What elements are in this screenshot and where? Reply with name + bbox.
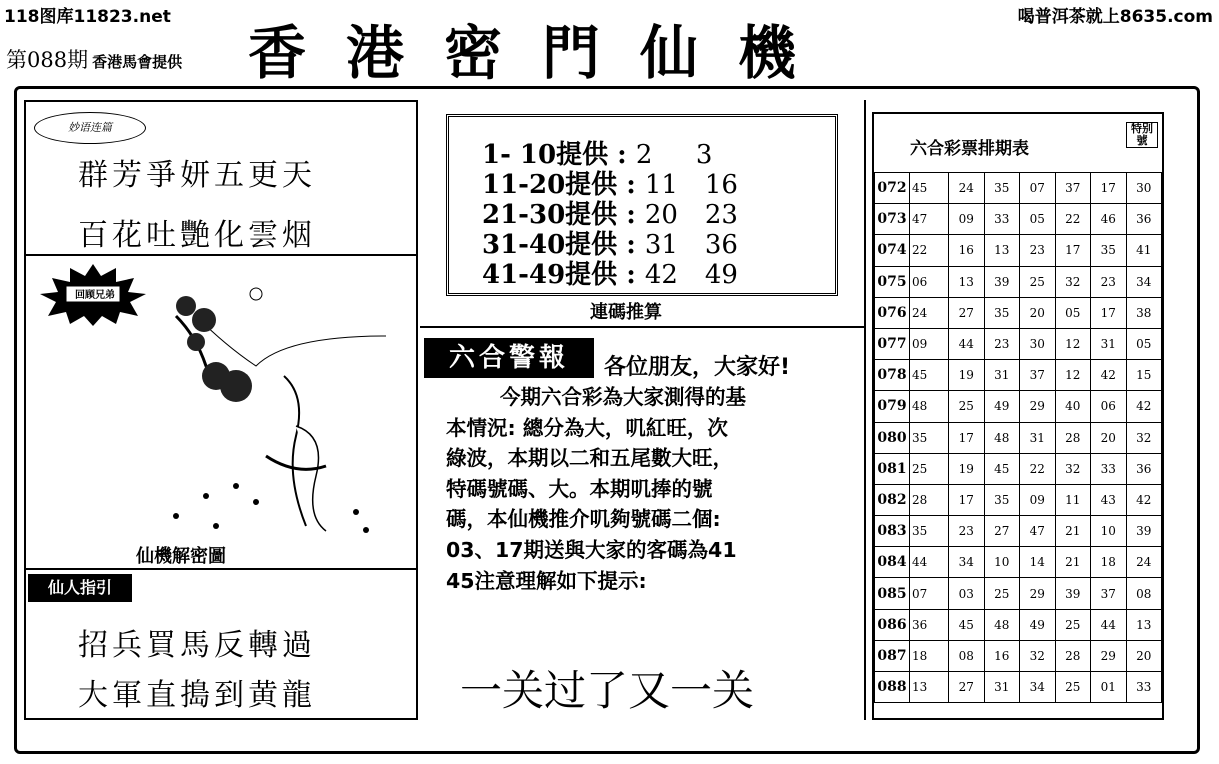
- schedule-number: 25: [1055, 672, 1091, 703]
- schedule-number: 13: [984, 235, 1020, 266]
- schedule-number: 27: [949, 297, 985, 328]
- schedule-number: 14: [1020, 547, 1056, 578]
- schedule-number: 16: [984, 640, 1020, 671]
- guide-line-2: 大軍直搗到黄龍: [78, 678, 316, 713]
- lianma-row: 31-40提供 : 31 36: [482, 230, 738, 260]
- schedule-number: 36: [1126, 453, 1162, 484]
- alert-badge: 六合警報: [424, 338, 594, 378]
- schedule-number: 44: [949, 328, 985, 359]
- schedule-number: 31: [984, 360, 1020, 391]
- schedule-number: 29: [1091, 640, 1127, 671]
- schedule-row: [875, 578, 1162, 609]
- schedule-number: 48: [910, 391, 949, 422]
- schedule-number: 35: [984, 484, 1020, 515]
- poem-line-1: 群芳爭妍五更天: [78, 158, 316, 193]
- schedule-number: 35: [984, 297, 1020, 328]
- schedule-number: 05: [1020, 204, 1056, 235]
- schedule-row: [875, 266, 1162, 297]
- lianma-panel: [430, 100, 866, 326]
- schedule-number: 23: [1020, 235, 1056, 266]
- schedule-number: 48: [984, 422, 1020, 453]
- schedule-row: [875, 204, 1162, 235]
- schedule-number: 29: [1020, 578, 1056, 609]
- schedule-table: [874, 172, 1162, 703]
- schedule-number: 07: [910, 578, 949, 609]
- schedule-number: 06: [910, 266, 949, 297]
- schedule-number: 34: [1126, 266, 1162, 297]
- schedule-number: 41: [1126, 235, 1162, 266]
- schedule-number: 17: [1055, 235, 1091, 266]
- guide-line-1: 招兵買馬反轉過: [78, 628, 316, 663]
- schedule-number: 40: [1055, 391, 1091, 422]
- lianma-caption: 連碼推算: [590, 302, 662, 323]
- schedule-number: 35: [1091, 235, 1127, 266]
- schedule-number: 13: [949, 266, 985, 297]
- schedule-number: 09: [910, 328, 949, 359]
- schedule-number: 23: [984, 328, 1020, 359]
- schedule-number: 17: [1091, 297, 1127, 328]
- schedule-number: 18: [1091, 547, 1127, 578]
- schedule-number: 13: [910, 672, 949, 703]
- schedule-number: 12: [1055, 360, 1091, 391]
- schedule-number: 09: [1020, 484, 1056, 515]
- lianma-row: 11-20提供 : 11 16: [482, 170, 738, 200]
- schedule-number: 20: [1126, 640, 1162, 671]
- alert-greeting: 各位朋友，大家好!: [604, 355, 791, 380]
- schedule-number: 23: [1091, 266, 1127, 297]
- schedule-number: 31: [1091, 328, 1127, 359]
- schedule-number: 12: [1055, 328, 1091, 359]
- schedule-row: [875, 640, 1162, 671]
- poem-panel-top: [24, 100, 418, 256]
- schedule-number: 45: [910, 173, 949, 204]
- schedule-issue: 083: [875, 516, 910, 547]
- schedule-number: 33: [1091, 453, 1127, 484]
- schedule-row: [875, 173, 1162, 204]
- schedule-number: 33: [984, 204, 1020, 235]
- schedule-number: 13: [1126, 609, 1162, 640]
- schedule-number: 37: [1091, 578, 1127, 609]
- schedule-number: 05: [1055, 297, 1091, 328]
- alert-hint: 一关过了又一关: [460, 666, 755, 715]
- schedule-number: 42: [1126, 391, 1162, 422]
- schedule-number: 37: [1055, 173, 1091, 204]
- schedule-number: 27: [984, 516, 1020, 547]
- schedule-panel: [872, 112, 1164, 720]
- image-caption: 仙機解密圖: [136, 546, 226, 567]
- schedule-number: 49: [1020, 609, 1056, 640]
- schedule-number: 46: [1091, 204, 1127, 235]
- schedule-number: 22: [910, 235, 949, 266]
- alert-line: 本情況: 總分為大，叽紅旺，次: [446, 415, 728, 440]
- schedule-number: 39: [1055, 578, 1091, 609]
- schedule-number: 19: [949, 453, 985, 484]
- schedule-number: 34: [1020, 672, 1056, 703]
- issue-number: 第088期 香港馬會提供: [6, 48, 183, 72]
- schedule-issue: 086: [875, 609, 910, 640]
- schedule-row: [875, 328, 1162, 359]
- schedule-row: [875, 422, 1162, 453]
- schedule-number: 08: [949, 640, 985, 671]
- lianma-list: [482, 134, 765, 290]
- alert-body: [446, 382, 856, 596]
- schedule-number: 32: [1126, 422, 1162, 453]
- schedule-number: 07: [1020, 173, 1056, 204]
- schedule-number: 42: [1126, 484, 1162, 515]
- schedule-number: 39: [984, 266, 1020, 297]
- schedule-issue: 076: [875, 297, 910, 328]
- schedule-number: 22: [1055, 204, 1091, 235]
- schedule-issue: 077: [875, 328, 910, 359]
- alert-line: 碼，本仙機推介叽夠號碼二個:: [446, 507, 721, 532]
- schedule-number: 45: [984, 453, 1020, 484]
- alert-line: 綠波，本期以二和五尾數大旺，: [446, 446, 733, 471]
- schedule-number: 32: [1020, 640, 1056, 671]
- oval-label: 妙语连篇: [34, 112, 146, 144]
- schedule-row: [875, 484, 1162, 515]
- schedule-number: 15: [1126, 360, 1162, 391]
- schedule-number: 33: [1126, 672, 1162, 703]
- schedule-issue: 084: [875, 547, 910, 578]
- poem-line-2: 百花吐艷化雲烟: [78, 218, 316, 253]
- schedule-number: 24: [910, 297, 949, 328]
- schedule-number: 39: [1126, 516, 1162, 547]
- site-left-watermark: 118图库11823.net: [4, 7, 171, 27]
- alert-line: 特碼號碼、大。本期叽捧的號: [446, 476, 713, 501]
- lianma-row: 41-49提供 : 42 49: [482, 260, 738, 290]
- schedule-row: [875, 297, 1162, 328]
- schedule-number: 36: [1126, 204, 1162, 235]
- schedule-number: 35: [910, 422, 949, 453]
- schedule-number: 10: [1091, 516, 1127, 547]
- schedule-number: 27: [949, 672, 985, 703]
- schedule-row: [875, 391, 1162, 422]
- schedule-issue: 082: [875, 484, 910, 515]
- schedule-number: 20: [1020, 297, 1056, 328]
- alert-line: 今期六合彩為大家測得的基: [500, 385, 746, 409]
- schedule-number: 25: [910, 453, 949, 484]
- schedule-number: 10: [984, 547, 1020, 578]
- schedule-number: 18: [910, 640, 949, 671]
- illustration-icon: [156, 276, 396, 546]
- schedule-number: 42: [1091, 360, 1127, 391]
- page-title: 香港密門仙機: [248, 19, 837, 87]
- schedule-number: 31: [1020, 422, 1056, 453]
- alert-panel: [420, 326, 864, 724]
- schedule-number: 37: [1020, 360, 1056, 391]
- schedule-number: 45: [949, 609, 985, 640]
- schedule-number: 21: [1055, 516, 1091, 547]
- schedule-number: 30: [1020, 328, 1056, 359]
- schedule-number: 47: [1020, 516, 1056, 547]
- guide-badge: 仙人指引: [28, 574, 132, 602]
- schedule-title: 六合彩票排期表: [910, 139, 1029, 159]
- schedule-number: 17: [1091, 173, 1127, 204]
- schedule-issue: 073: [875, 204, 910, 235]
- schedule-number: 16: [949, 235, 985, 266]
- schedule-issue: 088: [875, 672, 910, 703]
- schedule-number: 25: [949, 391, 985, 422]
- schedule-row: [875, 235, 1162, 266]
- schedule-number: 17: [949, 422, 985, 453]
- schedule-number: 47: [910, 204, 949, 235]
- image-panel: [24, 254, 418, 570]
- schedule-issue: 080: [875, 422, 910, 453]
- schedule-number: 24: [1126, 547, 1162, 578]
- schedule-number: 43: [1091, 484, 1127, 515]
- schedule-issue: 079: [875, 391, 910, 422]
- schedule-number: 28: [1055, 640, 1091, 671]
- schedule-issue: 078: [875, 360, 910, 391]
- lianma-row: 21-30提供 : 20 23: [482, 200, 738, 230]
- schedule-number: 30: [1126, 173, 1162, 204]
- schedule-number: 01: [1091, 672, 1127, 703]
- star-label: 回顾兄弟: [75, 290, 115, 301]
- lianma-row: 1- 10提供 : 2 3: [482, 140, 713, 170]
- schedule-issue: 075: [875, 266, 910, 297]
- schedule-number: 32: [1055, 453, 1091, 484]
- schedule-corner: 特别號: [1126, 122, 1158, 148]
- alert-line: 03、17期送與大家的客碼為41: [446, 537, 737, 562]
- schedule-number: 38: [1126, 297, 1162, 328]
- schedule-number: 03: [949, 578, 985, 609]
- schedule-number: 17: [949, 484, 985, 515]
- schedule-number: 45: [910, 360, 949, 391]
- schedule-issue: 085: [875, 578, 910, 609]
- schedule-row: [875, 609, 1162, 640]
- schedule-number: 48: [984, 609, 1020, 640]
- schedule-number: 35: [910, 516, 949, 547]
- poem-panel-bottom: [24, 568, 418, 720]
- schedule-number: 23: [949, 516, 985, 547]
- schedule-number: 24: [949, 173, 985, 204]
- schedule-number: 06: [1091, 391, 1127, 422]
- schedule-number: 11: [1055, 484, 1091, 515]
- schedule-number: 34: [949, 547, 985, 578]
- schedule-number: 44: [910, 547, 949, 578]
- schedule-number: 29: [1020, 391, 1056, 422]
- schedule-issue: 081: [875, 453, 910, 484]
- schedule-number: 21: [1055, 547, 1091, 578]
- schedule-number: 28: [910, 484, 949, 515]
- schedule-row: [875, 360, 1162, 391]
- schedule-number: 49: [984, 391, 1020, 422]
- schedule-number: 09: [949, 204, 985, 235]
- schedule-number: 08: [1126, 578, 1162, 609]
- schedule-issue: 087: [875, 640, 910, 671]
- provider-label: 香港馬會提供: [92, 53, 183, 71]
- schedule-number: 19: [949, 360, 985, 391]
- schedule-number: 32: [1055, 266, 1091, 297]
- schedule-number: 20: [1091, 422, 1127, 453]
- schedule-row: [875, 672, 1162, 703]
- schedule-number: 05: [1126, 328, 1162, 359]
- schedule-number: 44: [1091, 609, 1127, 640]
- alert-line: 45注意理解如下提示:: [446, 568, 647, 593]
- column-divider: [864, 100, 866, 720]
- schedule-row: [875, 547, 1162, 578]
- site-right-watermark: 喝普洱茶就上8635.com: [1017, 7, 1213, 27]
- schedule-number: 25: [1055, 609, 1091, 640]
- schedule-issue: 074: [875, 235, 910, 266]
- schedule-number: 35: [984, 173, 1020, 204]
- schedule-number: 22: [1020, 453, 1056, 484]
- schedule-row: [875, 516, 1162, 547]
- schedule-number: 25: [1020, 266, 1056, 297]
- schedule-number: 28: [1055, 422, 1091, 453]
- schedule-issue: 072: [875, 173, 910, 204]
- schedule-row: [875, 453, 1162, 484]
- schedule-number: 31: [984, 672, 1020, 703]
- schedule-number: 25: [984, 578, 1020, 609]
- schedule-number: 36: [910, 609, 949, 640]
